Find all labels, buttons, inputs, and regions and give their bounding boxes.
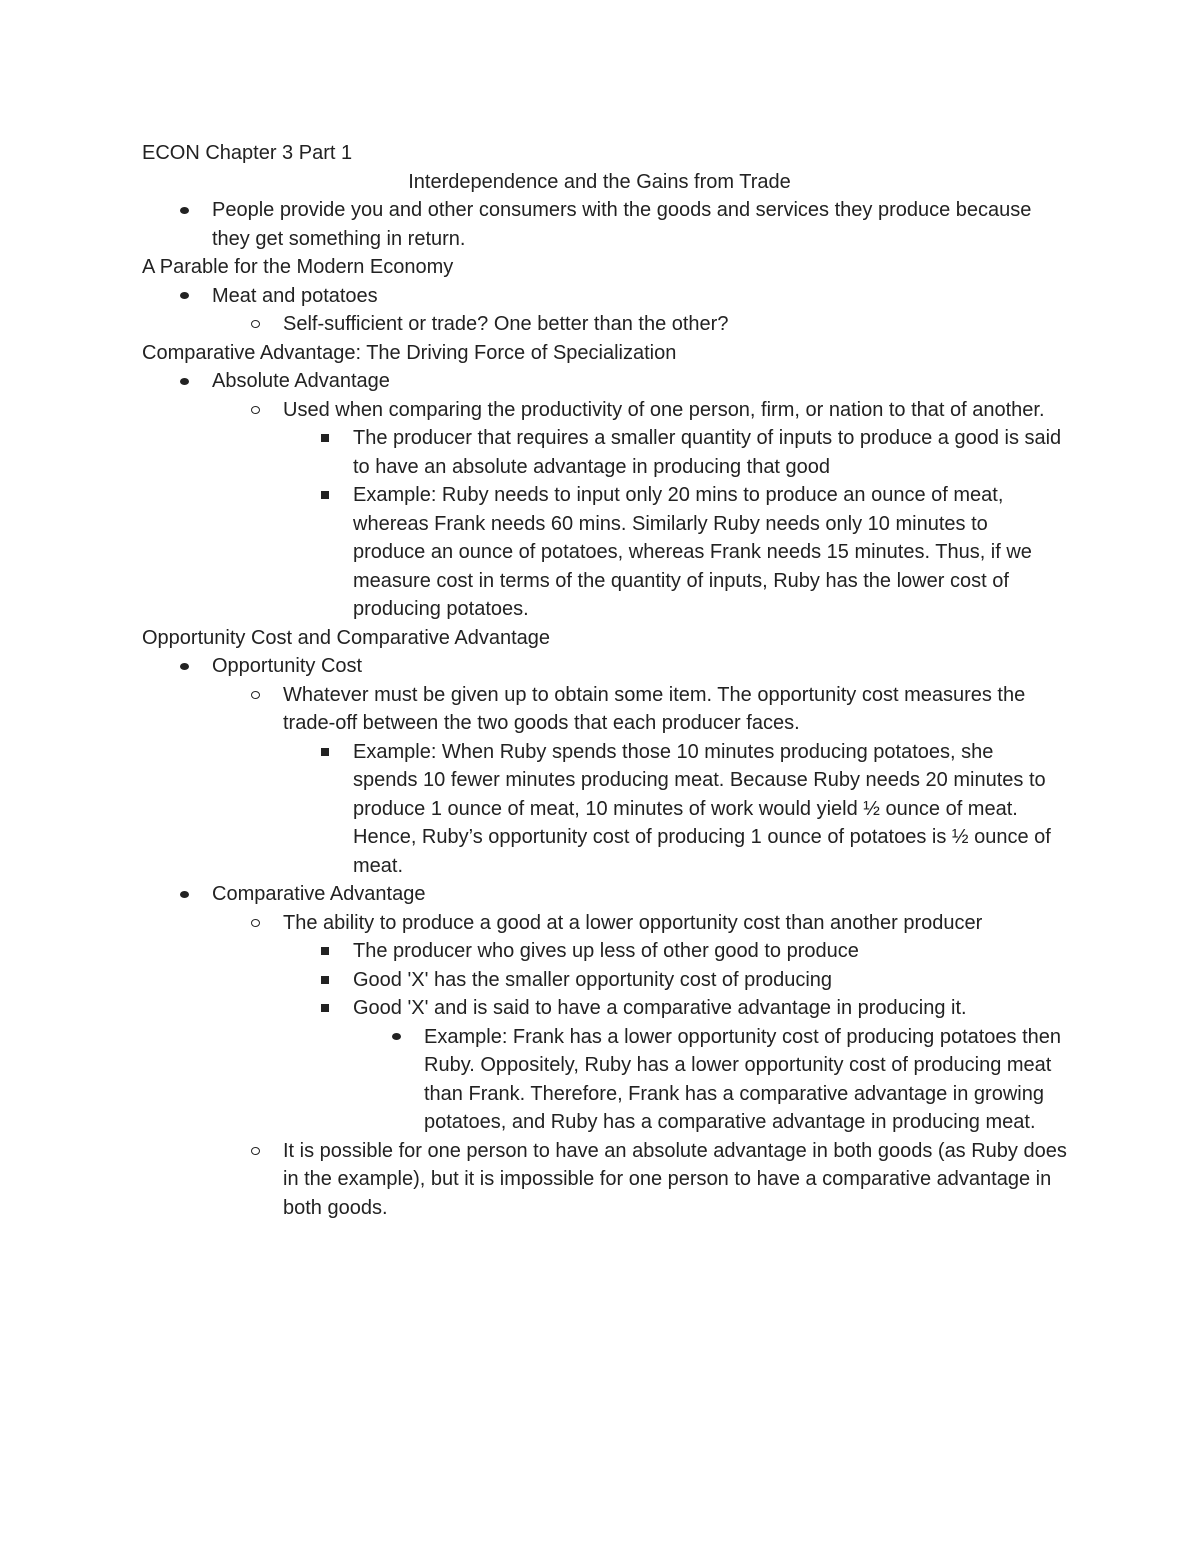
filled-bullet-icon [174, 652, 194, 681]
list-item-text: People provide you and other consumers with the goods and services they produce because they get something in return. [212, 199, 1032, 250]
square-bullet-icon [315, 937, 335, 966]
list-item [142, 738, 1063, 881]
filled-bullet-icon [174, 196, 194, 225]
list-item [142, 1137, 1073, 1223]
document-subtitle: Interdependence and the Gains from Trade [408, 170, 791, 193]
hollow-bullet-icon [245, 310, 265, 339]
list-item [142, 681, 1073, 738]
section-heading: A Parable for the Modern Economy [142, 256, 454, 278]
list-item [142, 652, 1072, 681]
square-bullet-icon [315, 424, 335, 453]
list-item-text: Meat and potatoes [212, 284, 378, 307]
list-item [142, 196, 1072, 253]
hollow-bullet-icon [245, 909, 265, 938]
section-heading: Opportunity Cost and Comparative Advantage [142, 626, 551, 649]
filled-bullet-icon [386, 1023, 406, 1052]
list-item [142, 396, 1073, 425]
list-item [142, 367, 1072, 396]
list-item [142, 994, 1063, 1023]
square-bullet-icon [315, 481, 335, 510]
list-item-text: Used when comparing the productivity of one person, firm, or nation to that of another. [283, 398, 1045, 421]
list-item-text: Example: When Ruby spends those 10 minutes producing potatoes, she spends 10 fewer minutes producing meat. Because Ruby needs 20 minutes to produce 1 ounce of meat, 10 minutes of work would yield ½ ounce of meat. Hence, Ruby’s opportunity cost of producing 1 ounce of potatoes is ½ ounce of meat. [353, 740, 1051, 877]
hollow-bullet-icon [245, 396, 265, 425]
list-item-text: It is possible for one person to have an absolute advantage in both goods (as Ruby does in the example), but it is impossible for one person to have a comparative advantage in both goods. [283, 1139, 1067, 1219]
hollow-bullet-icon [245, 681, 265, 710]
list-item [142, 909, 1073, 938]
list-item [142, 424, 1063, 481]
list-item-text: Opportunity Cost [212, 655, 363, 677]
filled-bullet-icon [174, 367, 194, 396]
list-item [142, 880, 1072, 909]
square-bullet-icon [315, 994, 335, 1023]
document-body [142, 139, 1072, 1222]
document-title: ECON Chapter 3 Part 1 [142, 142, 353, 164]
section-heading: Comparative Advantage: The Driving Force of Specialization [142, 341, 677, 364]
list-item [142, 937, 1063, 966]
hollow-bullet-icon [245, 1137, 265, 1166]
list-item-text: Absolute Advantage [212, 370, 390, 392]
list-item [142, 966, 1063, 995]
list-item-text: Comparative Advantage [212, 883, 426, 905]
square-bullet-icon [315, 966, 335, 995]
filled-bullet-icon [174, 880, 194, 909]
list-item-text: The producer who gives up less of other good to produce [353, 940, 859, 962]
list-item [142, 1023, 1064, 1137]
list-item [142, 310, 1073, 339]
list-item-text: Example: Ruby needs to input only 20 mins to produce an ounce of meat, whereas Frank needs 60 mins. Similarly Ruby needs only 10 minutes to produce an ounce of potatoes, whereas Frank needs 15 minutes. Thus, if we measure cost in terms of the quantity of inputs, Ruby has the lower cost of producing potatoes. [353, 484, 1032, 620]
square-bullet-icon [315, 738, 335, 767]
list-item-text: Good 'X' and is said to have a comparative advantage in producing it. [353, 997, 967, 1019]
list-item [142, 282, 1072, 311]
list-item-text: Example: Frank has a lower opportunity cost of producing potatoes then Ruby. Oppositely, Ruby has a lower opportunity cost of producing meat than Frank. Therefore, Frank has a comparative advantage in growing potatoes, and Ruby has a comparative advantage in producing meat. [424, 1025, 1062, 1133]
list-item [142, 481, 1063, 624]
filled-bullet-icon [174, 282, 194, 311]
list-item-text: The producer that requires a smaller quantity of inputs to produce a good is said to have an absolute advantage in producing that good [353, 427, 1062, 478]
list-item-text: Whatever must be given up to obtain some item. The opportunity cost measures the trade-off between the two goods that each producer faces. [283, 683, 1026, 734]
list-item-text: The ability to produce a good at a lower opportunity cost than another producer [283, 911, 983, 934]
list-item-text: Good 'X' has the smaller opportunity cost of producing [353, 968, 833, 991]
list-item-text: Self-sufficient or trade? One better than the other? [283, 313, 729, 335]
